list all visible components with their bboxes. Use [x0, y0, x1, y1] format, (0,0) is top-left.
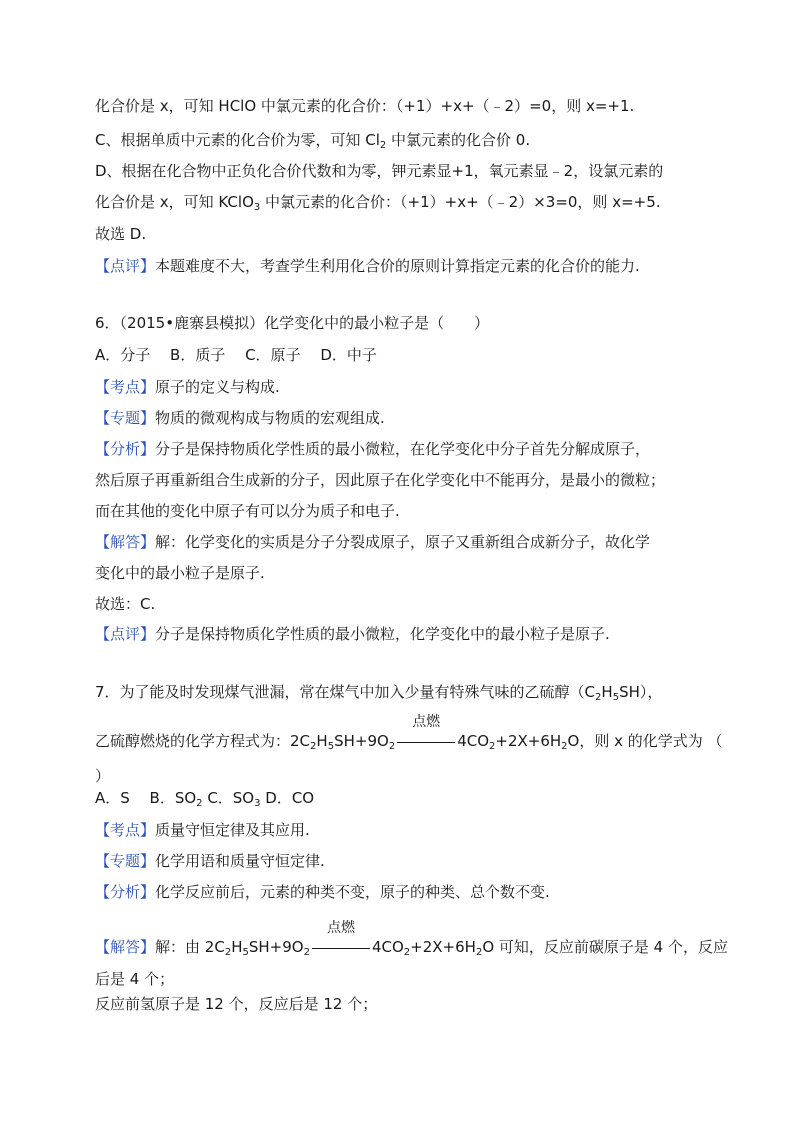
- q6-options: A．分子 B．质子 C．原子 D．中子: [95, 346, 377, 364]
- q5-option-c-analysis: C、根据单质中元素的化合价为零，可知 $Cl_2$ 中氯元素的化合价 0.: [95, 131, 531, 151]
- q7-paren-close: ）: [95, 767, 111, 785]
- q7-jieda-1: 【解答】解：由 $2C_2H_5SH+9O_2$ 点燃 $4CO_2+2X+6H_2O$ 可知，反应前碳原子是 4 个，反应: [95, 920, 728, 958]
- q6-fenxi-3: 而在其他的变化中原子有可以分为质子和电子.: [95, 502, 400, 520]
- zhuanti-tag: 【专题】: [95, 409, 156, 427]
- q7-options: A．S B．$SO_2$ C．$SO_3$ D．CO: [95, 789, 315, 809]
- q7-kaodian: 【考点】质量守恒定律及其应用.: [95, 821, 310, 839]
- q6-kaodian: 【考点】原子的定义与构成.: [95, 378, 280, 396]
- kaodian-tag: 【考点】: [95, 378, 156, 396]
- jieda-tag: 【解答】: [95, 533, 156, 551]
- comment-tag: 【点评】: [95, 625, 156, 643]
- q6-answer: 故选：C.: [95, 595, 156, 613]
- reaction-condition: 点燃: [312, 932, 370, 952]
- q6-jieda-2: 变化中的最小粒子是原子.: [95, 564, 265, 582]
- q6-jieda-1: 【解答】解：化学变化的实质是分子分裂成原子，原子又重新组合成新分子，故化学: [95, 533, 651, 551]
- kaodian-tag: 【考点】: [95, 821, 156, 839]
- q5-comment: 【点评】本题难度不大，考查学生利用化合价的原则计算指定元素的化合价的能力.: [95, 257, 640, 275]
- fenxi-tag: 【分析】: [95, 440, 156, 458]
- q6-zhuanti: 【专题】物质的微观构成与物质的宏观组成.: [95, 409, 385, 427]
- q7-jieda-2: 后是 4 个；: [95, 970, 175, 988]
- q7-equation: 乙硫醇燃烧的化学方程式为：$2C_2H_5SH+9O_2$ 点燃 $4CO_2+2X+6H_2O$，则 x 的化学式为 （: [95, 714, 723, 752]
- q7-zhuanti: 【专题】化学用语和质量守恒定律.: [95, 852, 325, 870]
- q5-answer: 故选 D.: [95, 225, 147, 243]
- q7-fenxi: 【分析】化学反应前后，元素的种类不变，原子的种类、总个数不变.: [95, 883, 550, 901]
- jieda-tag: 【解答】: [95, 938, 156, 956]
- reaction-condition: 点燃: [397, 726, 455, 746]
- q5-option-d-analysis-2: 化合价是 x，可知 KClO$_3$ 中氯元素的化合价：（+1）+x+（﹣2）×3=0，则 x=+5.: [95, 193, 661, 213]
- q5-line1: 化合价是 x，可知 HClO 中氯元素的化合价：（+1）+x+（﹣2）=0，则 x=+1.: [95, 97, 635, 115]
- q6-title: 6．（2015•鹿寨县模拟）化学变化中的最小粒子是（ ）: [95, 314, 490, 332]
- q6-comment: 【点评】分子是保持物质化学性质的最小微粒，化学变化中的最小粒子是原子.: [95, 625, 610, 643]
- q6-fenxi-2: 然后原子再重新组合生成新的分子，因此原子在化学变化中不能再分，是最小的微粒；: [95, 471, 666, 489]
- q5-option-d-analysis-1: D、根据在化合物中正负化合价代数和为零，钾元素显+1，氧元素显﹣2，设氯元素的: [95, 162, 664, 180]
- comment-tag: 【点评】: [95, 257, 156, 275]
- zhuanti-tag: 【专题】: [95, 852, 156, 870]
- q6-fenxi-1: 【分析】分子是保持物质化学性质的最小微粒，在化学变化中分子首先分解成原子，: [95, 440, 651, 458]
- fenxi-tag: 【分析】: [95, 883, 156, 901]
- q7-title: 7．为了能及时发现煤气泄漏，常在煤气中加入少量有特殊气味的乙硫醇$(C_2H_5SH)$，: [95, 683, 663, 703]
- q7-jieda-3: 反应前氢原子是 12 个，反应后是 12 个；: [95, 995, 378, 1013]
